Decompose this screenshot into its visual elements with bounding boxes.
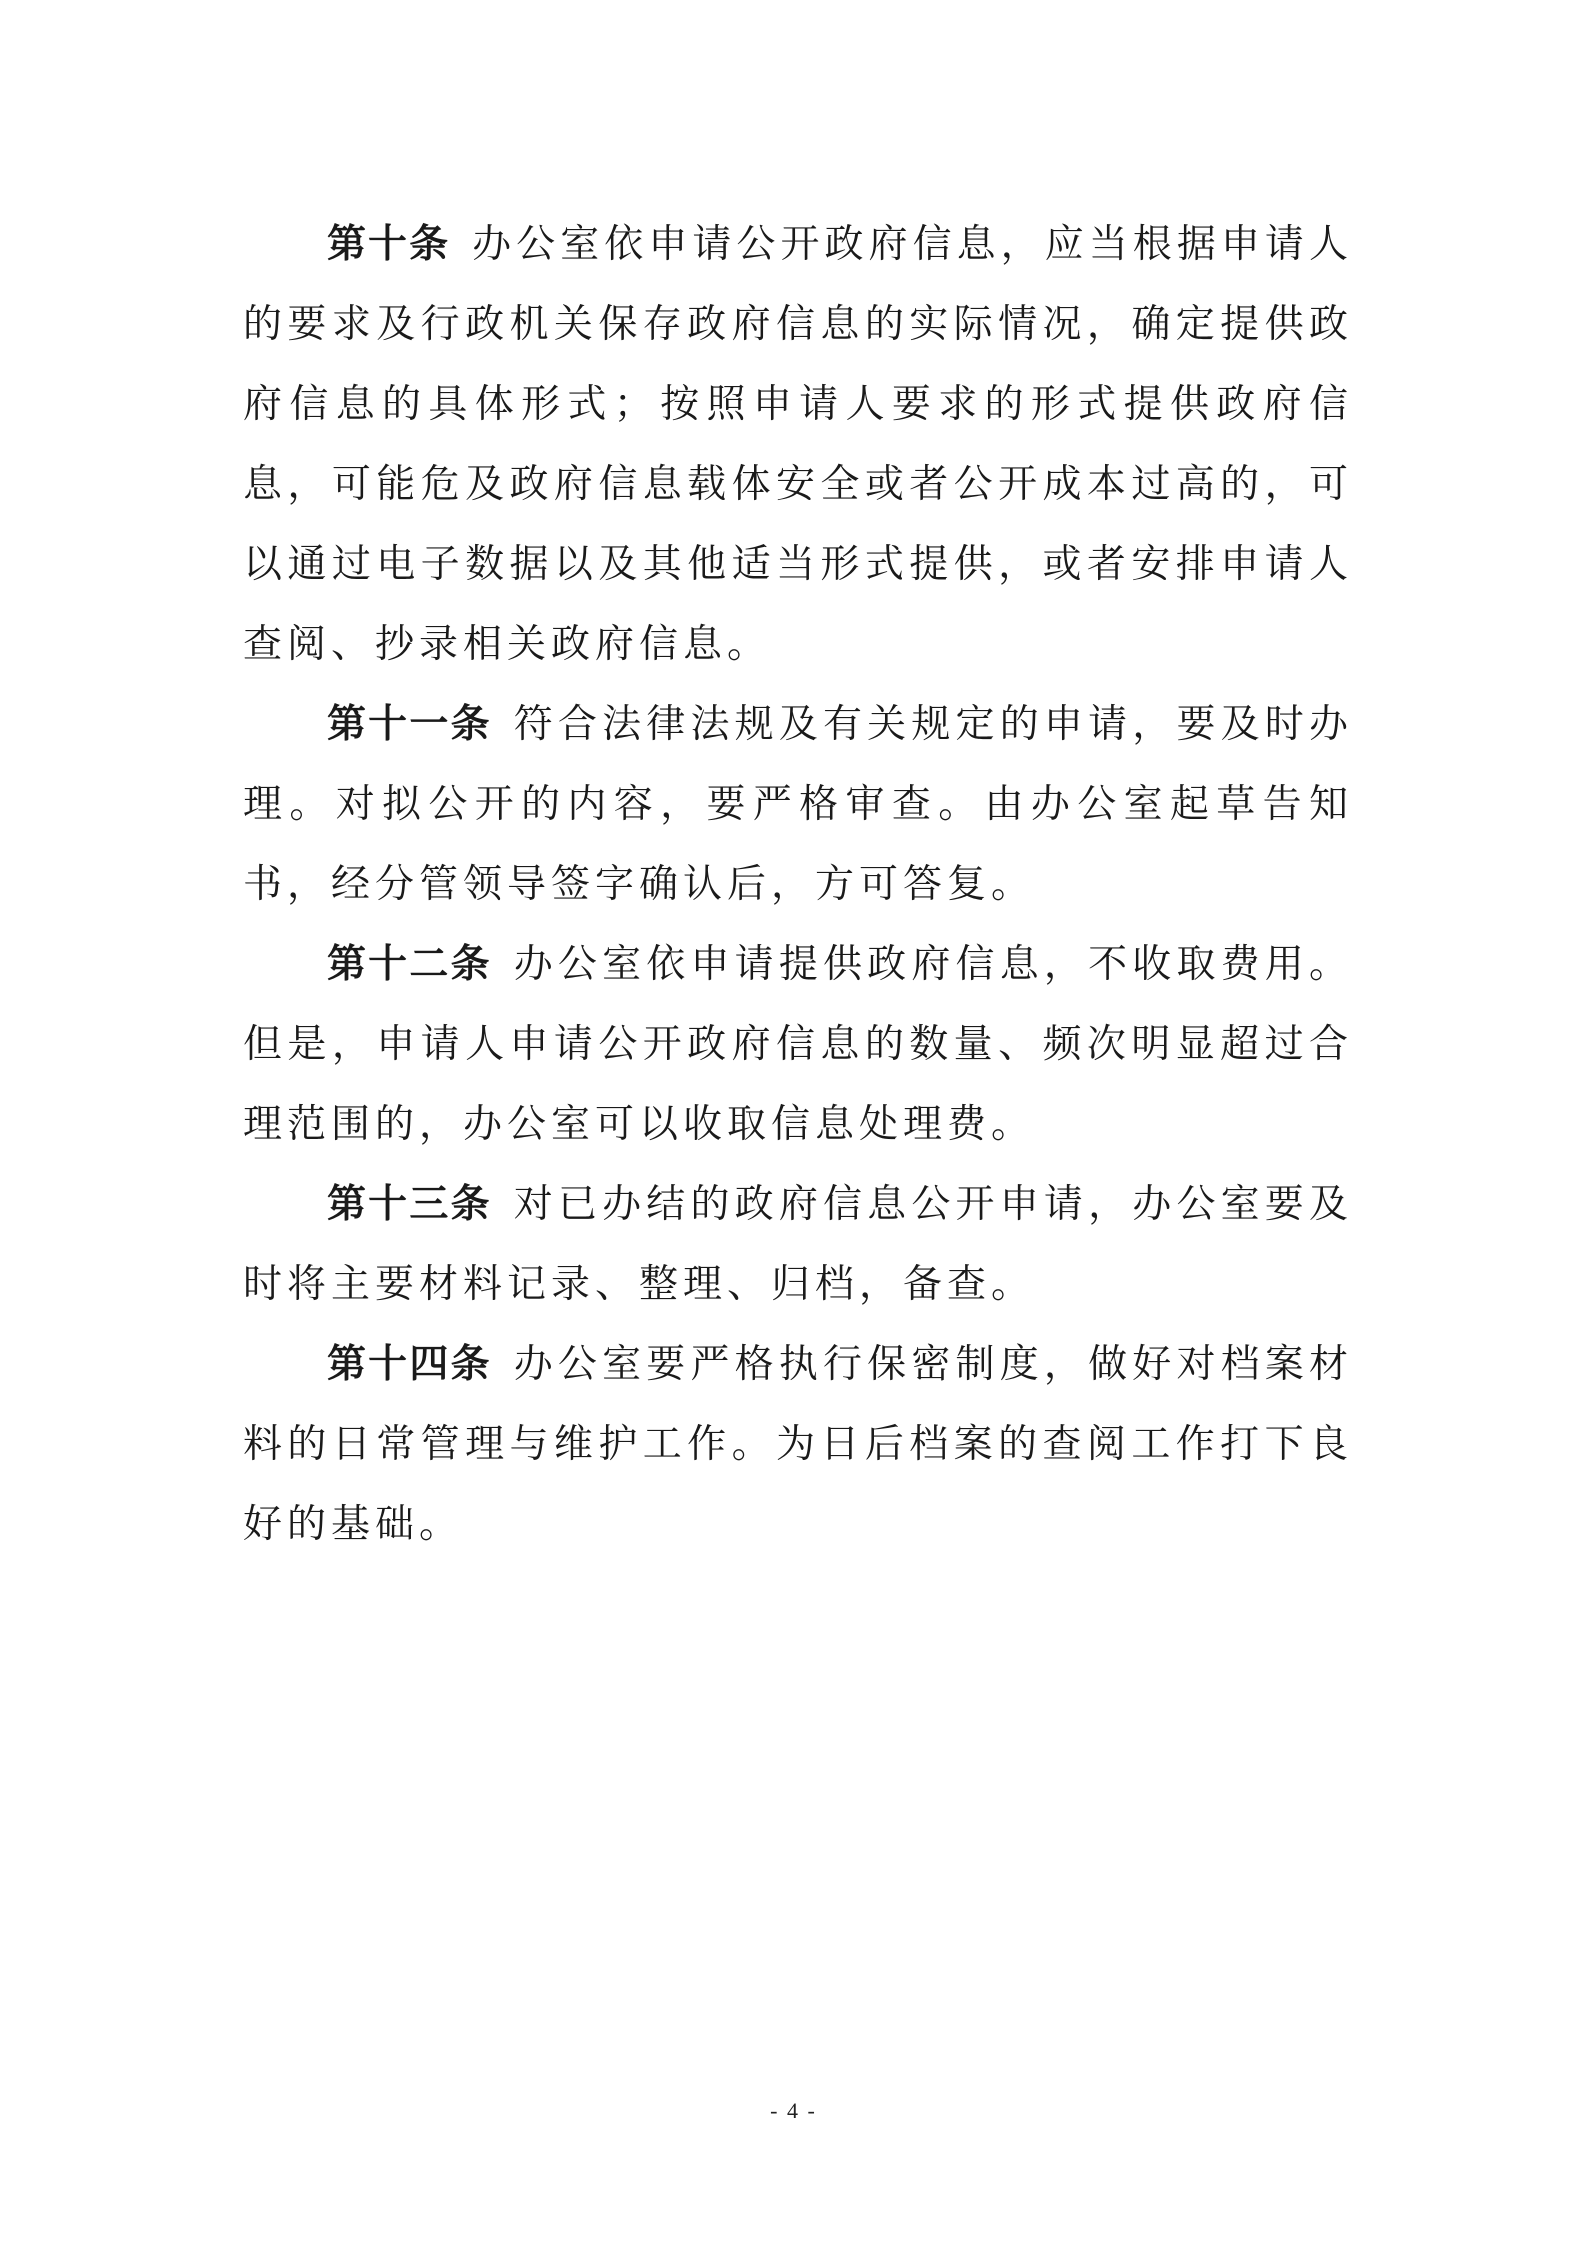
article-13 [243, 1165, 1353, 1325]
article-10 [243, 205, 1353, 685]
article-text: 办公室依申请公开政府信息，应当根据申请人的要求及行政机关保存政府信息的实际情况，确定提供政府信息的具体形式；按照申请人要求的形式提供政府信息，可能危及政府信息载体安全或者公开成本过高的，可以通过电子数据以及其他适当形式提供，或者安排申请人查阅、抄录相关政府信息。 [243, 222, 1353, 667]
article-14 [243, 1325, 1353, 1565]
document-body [243, 205, 1353, 1565]
article-11 [243, 685, 1353, 925]
article-text: 办公室依申请提供政府信息，不收取费用。但是，申请人申请公开政府信息的数量、频次明显超过合理范围的，办公室可以收取信息处理费。 [243, 942, 1353, 1147]
article-12 [243, 925, 1353, 1165]
article-heading: 第十一条 [327, 702, 492, 747]
article-heading: 第十四条 [327, 1342, 492, 1387]
article-heading: 第十二条 [327, 942, 492, 987]
article-heading: 第十三条 [327, 1182, 492, 1227]
article-text: 对已办结的政府信息公开申请，办公室要及时将主要材料记录、整理、归档，备查。 [243, 1182, 1353, 1307]
page-number: - 4 - [770, 2098, 817, 2123]
article-text: 符合法律法规及有关规定的申请，要及时办理。对拟公开的内容，要严格审查。由办公室起草告知书，经分管领导签字确认后，方可答复。 [243, 702, 1353, 907]
article-heading: 第十条 [327, 222, 451, 267]
article-text: 办公室要严格执行保密制度，做好对档案材料的日常管理与维护工作。为日后档案的查阅工作打下良好的基础。 [243, 1342, 1353, 1547]
